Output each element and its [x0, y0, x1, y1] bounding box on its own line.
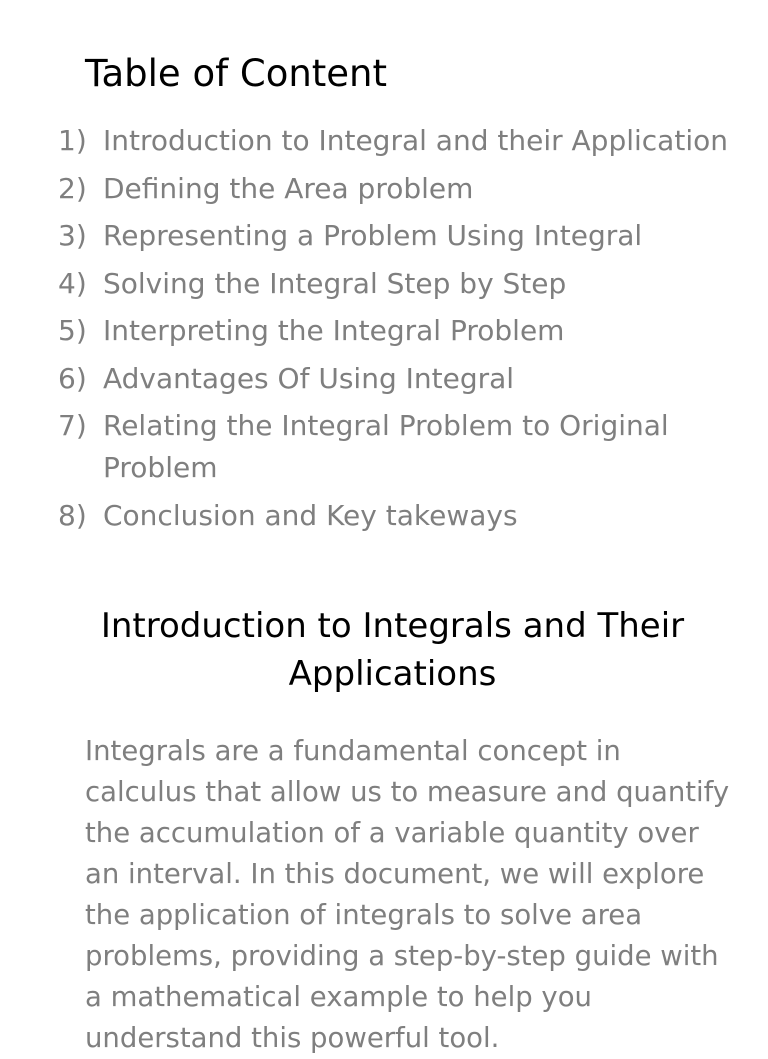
toc-item: [58, 120, 748, 162]
toc-title: Table of Content: [85, 52, 388, 95]
toc-item-text: Defining the Area problem: [103, 171, 474, 205]
toc-item-text: Solving the Integral Step by Step: [103, 266, 567, 300]
toc-item: [58, 168, 748, 210]
toc-item-text: Relating the Integral Problem to Original Problem: [103, 409, 669, 484]
toc-item-number: 7): [58, 409, 87, 442]
toc-item: [58, 310, 748, 352]
section-body-paragraph: Integrals are a fundamental concept in calculus that allow us to measure and quantify the accumulation of a variable quantity over an interval. In this document, we will explore the application of integrals to solve area problems, providing a step-by-step guide with a mathematical example to help you understand this powerful tool.: [85, 735, 730, 1054]
toc-item-text: Conclusion and Key takeways: [103, 498, 518, 532]
section-heading: Introduction to Integrals and Their Applications: [100, 606, 685, 694]
toc-item: [58, 495, 748, 537]
toc-item-number: 3): [58, 219, 87, 252]
toc-item-number: 2): [58, 171, 87, 205]
toc-list: [58, 120, 748, 542]
toc-item-text: Introduction to Integral and their Application: [103, 124, 728, 157]
toc-item-text: Interpreting the Integral Problem: [103, 314, 565, 347]
toc-item: [58, 263, 748, 305]
toc-item-number: 6): [58, 361, 87, 395]
toc-item-number: 8): [58, 498, 87, 532]
toc-item: [58, 215, 748, 257]
toc-item-number: 4): [58, 266, 87, 300]
toc-item: [58, 405, 748, 489]
toc-item-text: Representing a Problem Using Integral: [103, 219, 643, 252]
toc-item-text: Advantages Of Using Integral: [103, 361, 515, 395]
toc-item-number: 5): [58, 314, 87, 347]
toc-item-number: 1): [58, 124, 87, 157]
toc-item: [58, 358, 748, 400]
